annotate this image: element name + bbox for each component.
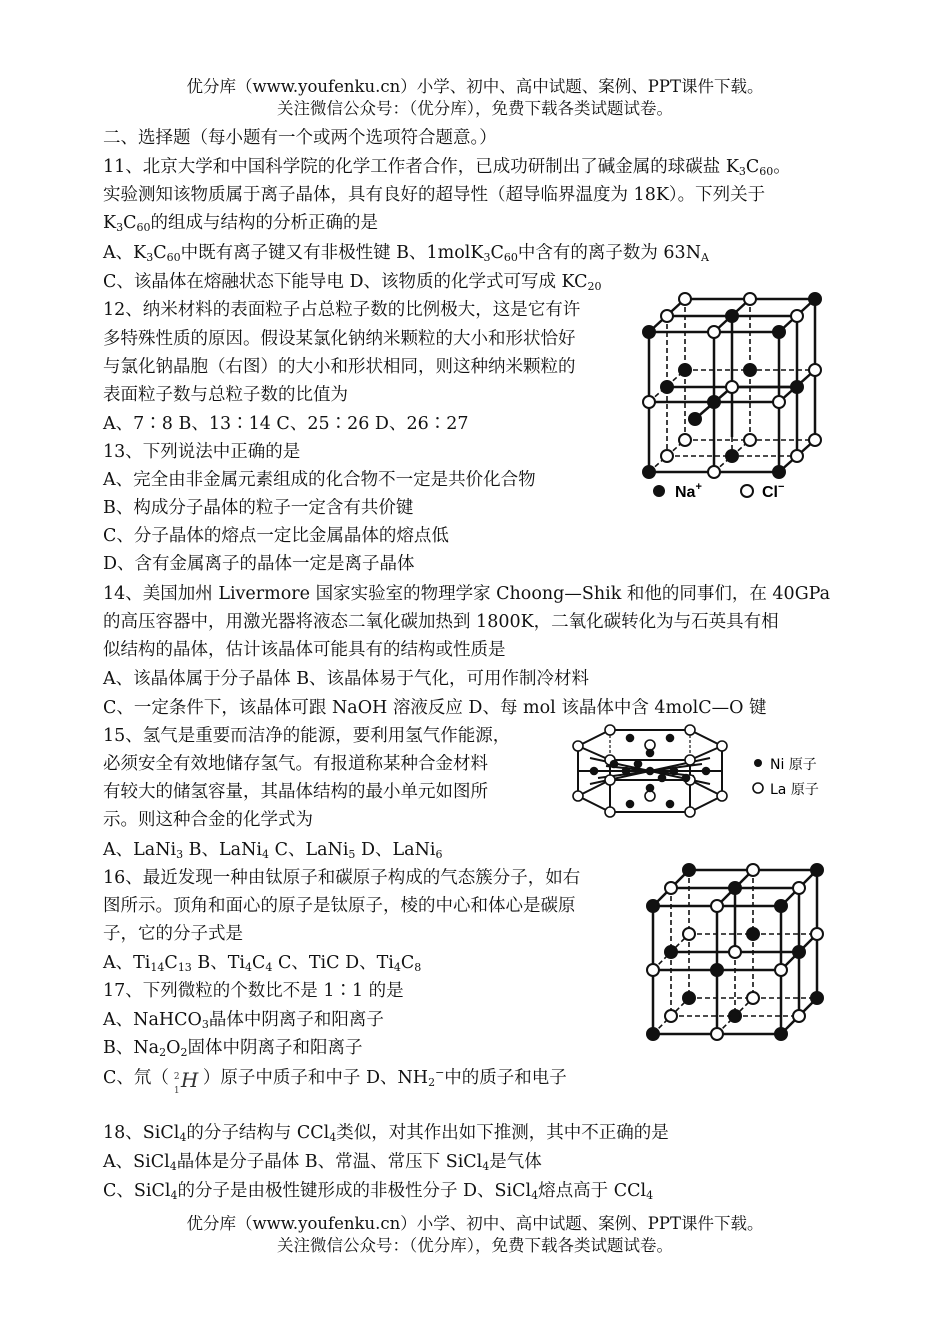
q18-line-1: 18、SiCl$_4$的分子结构与 CCl$_4$类似，对其作出如下推测，其中不正确的是 — [103, 1123, 669, 1144]
q17-option-b: B、$Na_2O_2$固体中阴离子和阳离子 — [103, 1038, 363, 1059]
q11-line-1: 11、北京大学和中国科学院的化学工作者合作，已成功研制出了碱金属的球碳盐 $K_3C_{60}$。 — [103, 157, 791, 178]
q14-line-3: 似结构的晶体，估计该晶体可能具有的结构或性质是 — [103, 640, 506, 660]
header-line-2: 关注微信公众号：（优分库），免费下载各类试题试卷。 — [277, 99, 673, 118]
nacl-cube-diagram — [637, 292, 827, 504]
la-legend-label: La 原子 — [770, 782, 819, 798]
q13-option-c: C、分子晶体的熔点一定比金属晶体的熔点低 — [103, 526, 449, 546]
lani-hexagonal-prism-diagram — [570, 720, 860, 826]
q13-line-1: 13、下列说法中正确的是 — [103, 442, 301, 462]
section-title: 二、选择题（每小题有一个或两个选项符合题意。） — [103, 128, 497, 148]
q12-line-2: 多特殊性质的原因。假设某氯化钠纳米颗粒的大小和形状恰好 — [103, 329, 576, 349]
ni-legend-dot — [754, 759, 762, 767]
q15-line-4: 示。则这种合金的化学式为 — [103, 810, 313, 830]
q14-line-2: 的高压容器中，用激光器将液态二氧化碳加热到 1800K，二氧化碳转化为与石英具有相 — [103, 612, 779, 632]
tic-cluster-figure — [637, 858, 833, 1048]
q13-option-b: B、构成分子晶体的粒子一定含有共价键 — [103, 498, 414, 518]
q14-options-cd: C、一定条件下，该晶体可跟 NaOH 溶液反应 D、每 mol 该晶体中含 4molC—O 键 — [103, 698, 767, 718]
q12-options: A、7∶8 B、13∶14 C、25∶26 D、26∶27 — [103, 414, 469, 434]
q12-line-3: 与氯化钠晶胞（右图）的大小和形状相同，则这种纳米颗粒的 — [103, 357, 576, 377]
q13-option-d: D、含有金属离子的晶体一定是离子晶体 — [103, 554, 415, 574]
cl-legend-label: Cl− — [762, 481, 785, 501]
q17-line-1: 17、下列微粒的个数比不是 1∶1 的是 — [103, 981, 404, 1001]
la-legend-dot — [753, 783, 763, 793]
q11-line-3: $K_3C_{60}$的组成与结构的分析正确的是 — [103, 213, 378, 234]
header-line-1: 优分库（www.youfenku.cn）小学、初中、高中试题、案例、PPT课件下载。 — [186, 77, 764, 96]
q17-options-cd: C、氘（ 2 1 H ）原子中质子和中子 D、$NH_2^-$中的质子和电子 — [103, 1066, 567, 1096]
q12-line-1: 12、纳米材料的表面粒子占总粒子数的比例极大，这是它有许 — [103, 300, 581, 320]
q13-option-a: A、完全由非金属元素组成的化合物不一定是共价化合物 — [103, 470, 536, 490]
q18-options-cd: C、SiCl$_4$的分子是由极性键形成的非极性分子 D、SiCl$_4$熔点高于 CCl$_4$ — [103, 1181, 654, 1202]
q16-line-3: 子，它的分子式是 — [103, 924, 243, 944]
q16-line-1: 16、最近发现一种由钛原子和碳原子构成的气态簇分子，如右 — [103, 868, 581, 888]
nacl-unit-cell-figure — [637, 292, 827, 504]
q18-options-ab: A、SiCl$_4$晶体是分子晶体 B、常温、常压下 SiCl$_4$是气体 — [103, 1152, 542, 1173]
q16-options: A、$Ti_{14}C_{13}$ B、$Ti_4C_4$ C、TiC D、$Ti_4C_8$ — [103, 953, 422, 974]
q15-line-3: 有较大的储氢容量，其晶体结构的最小单元如图所 — [103, 782, 488, 802]
q15-line-1: 15、氢气是重要而洁净的能源，要利用氢气作能源， — [103, 726, 511, 746]
ni-legend-label: Ni 原子 — [770, 757, 817, 773]
lani-structure-figure — [570, 720, 860, 826]
q11-options-cd: C、该晶体在熔融状态下能导电 D、该物质的化学式可写成 $KC_{20}$ — [103, 272, 602, 293]
cl-legend-dot — [741, 485, 753, 497]
tic-cube-diagram — [637, 858, 833, 1048]
q14-options-ab: A、该晶体属于分子晶体 B、该晶体易于气化，可用作制冷材料 — [103, 669, 590, 689]
na-legend-label: Na+ — [675, 481, 702, 501]
q16-line-2: 图所示。顶角和面心的原子是钛原子，棱的中心和体心是碳原 — [103, 896, 576, 916]
deuterium-symbol: 2 1 H — [173, 1068, 199, 1096]
footer-line-1: 优分库（www.youfenku.cn）小学、初中、高中试题、案例、PPT课件下载。 — [186, 1214, 764, 1233]
na-legend-dot — [653, 485, 665, 497]
q14-line-1: 14、美国加州 Livermore 国家实验室的物理学家 Choong—Shik 和他的同事们，在 40GPa — [103, 584, 831, 604]
q15-line-2: 必须安全有效地储存氢气。有报道称某种合金材料 — [103, 754, 488, 774]
q15-options: A、LaNi$_3$ B、LaNi$_4$ C、LaNi$_5$ D、LaNi$_6$ — [103, 840, 443, 861]
q11-options-ab: A、$K_3C_{60}$中既有离子键又有非极性键 B、$1molK_3C_{60}$中含有的离子数为 $63N_A$ — [103, 243, 709, 264]
q17-option-a: A、NaHCO$_3$晶体中阴离子和阳离子 — [103, 1010, 384, 1031]
q12-line-4: 表面粒子数与总粒子数的比值为 — [103, 385, 348, 405]
q11-line-2: 实验测知该物质属于离子晶体，具有良好的超导性（超导临界温度为 18K）。下列关于 — [103, 185, 766, 205]
footer-line-2: 关注微信公众号：（优分库），免费下载各类试题试卷。 — [277, 1236, 673, 1255]
